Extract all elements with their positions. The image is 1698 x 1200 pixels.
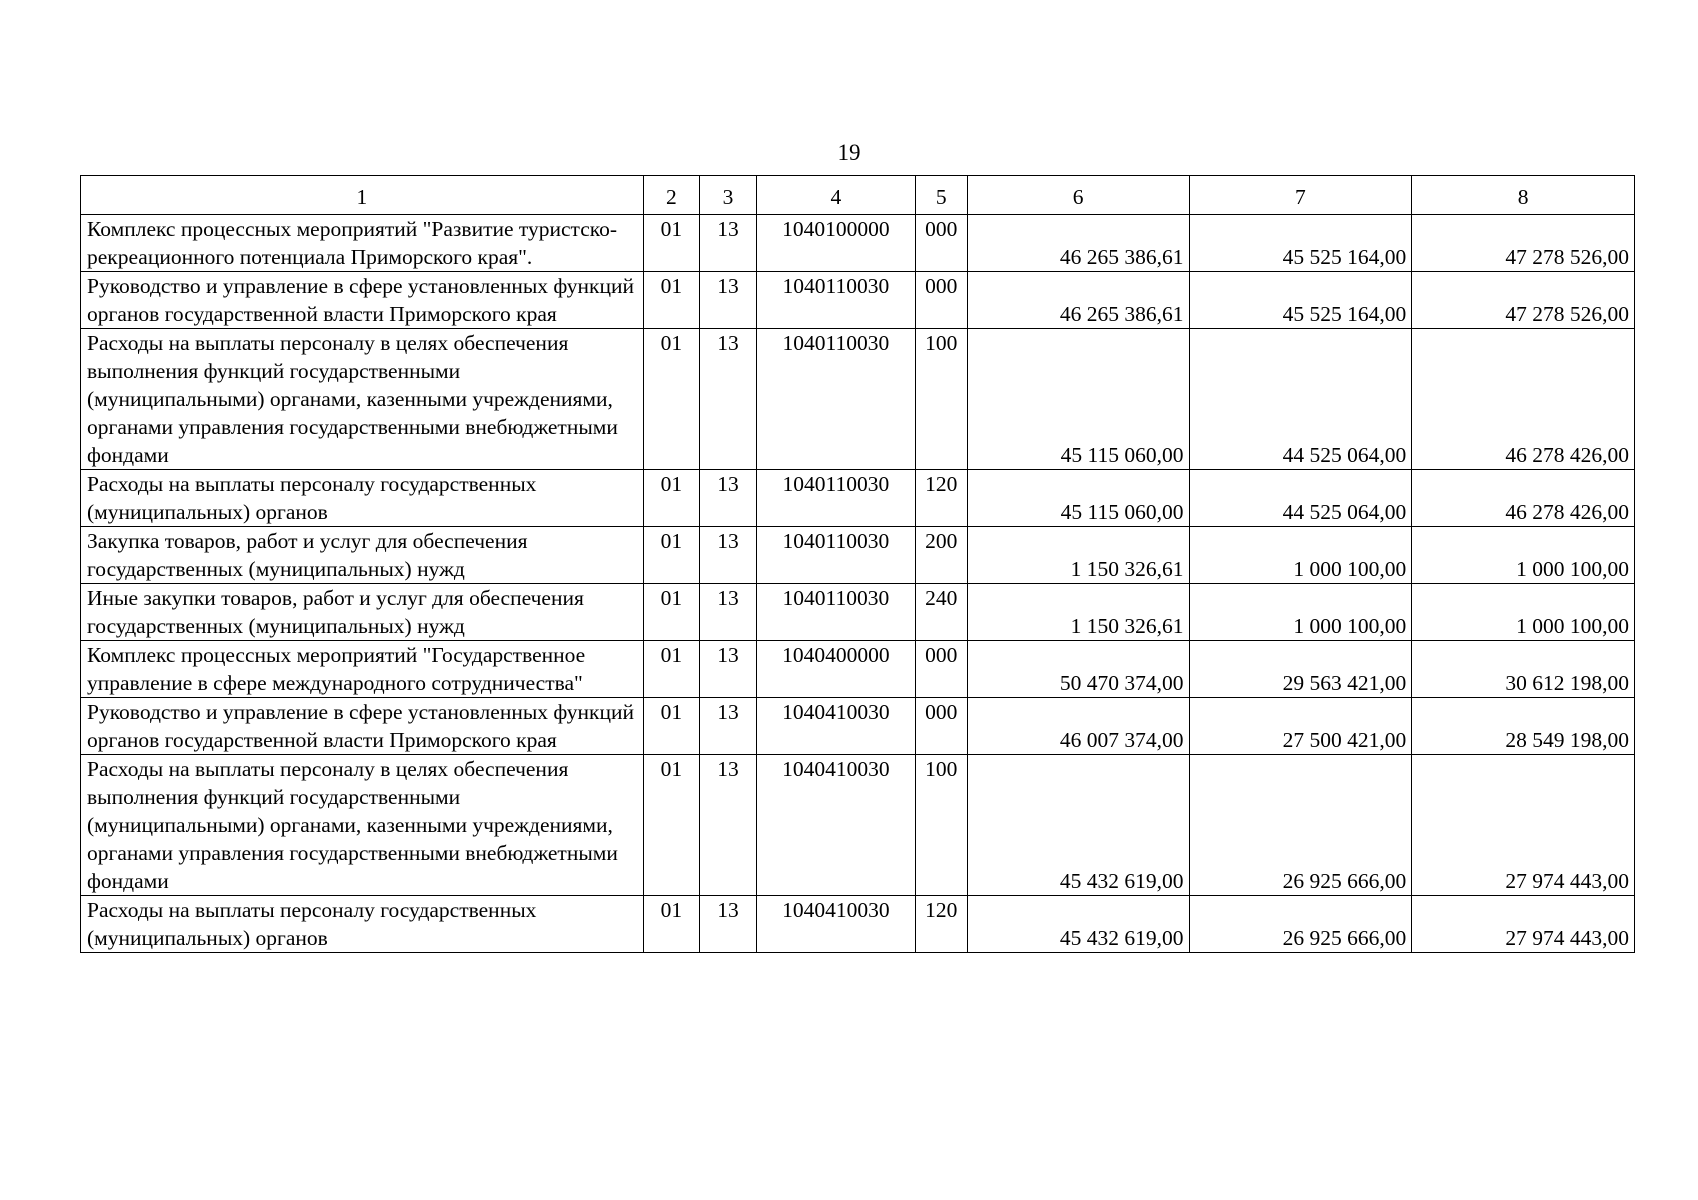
section-code-cell: 01 xyxy=(643,272,699,329)
budget-table xyxy=(80,175,1635,953)
amount-col7-cell: 44 525 064,00 xyxy=(1189,329,1412,470)
row-name-cell: Руководство и управление в сфере установленных функций органов государственной власти Приморского края xyxy=(81,698,644,755)
expense-type-code-cell: 100 xyxy=(915,329,967,470)
section-code-cell: 01 xyxy=(643,641,699,698)
subsection-code-cell: 13 xyxy=(699,896,756,953)
table-row xyxy=(81,698,1635,755)
amount-col6-cell: 46 265 386,61 xyxy=(967,272,1189,329)
column-header: 2 xyxy=(643,176,699,215)
column-header: 8 xyxy=(1412,176,1635,215)
row-name-cell: Расходы на выплаты персоналу государственных (муниципальных) органов xyxy=(81,470,644,527)
amount-col7-cell: 45 525 164,00 xyxy=(1189,272,1412,329)
amount-col8-cell: 27 974 443,00 xyxy=(1412,896,1635,953)
amount-col8-cell: 47 278 526,00 xyxy=(1412,272,1635,329)
amount-col8-cell: 30 612 198,00 xyxy=(1412,641,1635,698)
subsection-code-cell: 13 xyxy=(699,641,756,698)
target-article-code-cell: 1040110030 xyxy=(757,470,916,527)
table-row xyxy=(81,896,1635,953)
table-row xyxy=(81,584,1635,641)
amount-col7-cell: 1 000 100,00 xyxy=(1189,527,1412,584)
target-article-code-cell: 1040110030 xyxy=(757,527,916,584)
subsection-code-cell: 13 xyxy=(699,470,756,527)
subsection-code-cell: 13 xyxy=(699,584,756,641)
expense-type-code-cell: 000 xyxy=(915,641,967,698)
target-article-code-cell: 1040100000 xyxy=(757,215,916,272)
amount-col7-cell: 1 000 100,00 xyxy=(1189,584,1412,641)
section-code-cell: 01 xyxy=(643,329,699,470)
amount-col6-cell: 45 432 619,00 xyxy=(967,896,1189,953)
expense-type-code-cell: 120 xyxy=(915,896,967,953)
column-header: 5 xyxy=(915,176,967,215)
row-name-cell: Закупка товаров, работ и услуг для обеспечения государственных (муниципальных) нужд xyxy=(81,527,644,584)
amount-col6-cell: 1 150 326,61 xyxy=(967,527,1189,584)
amount-col7-cell: 27 500 421,00 xyxy=(1189,698,1412,755)
row-name-cell: Расходы на выплаты персоналу в целях обеспечения выполнения функций государственными (муниципальными) органами, казенными учреждениями, органами управления государственными внебюджетными фондами xyxy=(81,755,644,896)
amount-col8-cell: 1 000 100,00 xyxy=(1412,584,1635,641)
section-code-cell: 01 xyxy=(643,896,699,953)
section-code-cell: 01 xyxy=(643,584,699,641)
target-article-code-cell: 1040110030 xyxy=(757,584,916,641)
amount-col6-cell: 45 432 619,00 xyxy=(967,755,1189,896)
section-code-cell: 01 xyxy=(643,215,699,272)
section-code-cell: 01 xyxy=(643,527,699,584)
expense-type-code-cell: 000 xyxy=(915,215,967,272)
amount-col6-cell: 45 115 060,00 xyxy=(967,470,1189,527)
table-row xyxy=(81,329,1635,470)
amount-col7-cell: 45 525 164,00 xyxy=(1189,215,1412,272)
table-row xyxy=(81,272,1635,329)
expense-type-code-cell: 000 xyxy=(915,698,967,755)
row-name-cell: Расходы на выплаты персоналу в целях обеспечения выполнения функций государственными (муниципальными) органами, казенными учреждениями, органами управления государственными внебюджетными фондами xyxy=(81,329,644,470)
amount-col7-cell: 26 925 666,00 xyxy=(1189,755,1412,896)
amount-col7-cell: 26 925 666,00 xyxy=(1189,896,1412,953)
table-header-row xyxy=(81,176,1635,215)
table-row xyxy=(81,527,1635,584)
amount-col6-cell: 46 265 386,61 xyxy=(967,215,1189,272)
row-name-cell: Расходы на выплаты персоналу государственных (муниципальных) органов xyxy=(81,896,644,953)
amount-col6-cell: 45 115 060,00 xyxy=(967,329,1189,470)
target-article-code-cell: 1040110030 xyxy=(757,329,916,470)
subsection-code-cell: 13 xyxy=(699,755,756,896)
amount-col6-cell: 1 150 326,61 xyxy=(967,584,1189,641)
amount-col8-cell: 27 974 443,00 xyxy=(1412,755,1635,896)
column-header: 6 xyxy=(967,176,1189,215)
column-header: 1 xyxy=(81,176,644,215)
expense-type-code-cell: 100 xyxy=(915,755,967,896)
expense-type-code-cell: 200 xyxy=(915,527,967,584)
table-row xyxy=(81,215,1635,272)
amount-col6-cell: 50 470 374,00 xyxy=(967,641,1189,698)
expense-type-code-cell: 120 xyxy=(915,470,967,527)
subsection-code-cell: 13 xyxy=(699,215,756,272)
amount-col7-cell: 44 525 064,00 xyxy=(1189,470,1412,527)
target-article-code-cell: 1040110030 xyxy=(757,272,916,329)
target-article-code-cell: 1040410030 xyxy=(757,698,916,755)
table-row xyxy=(81,470,1635,527)
amount-col8-cell: 46 278 426,00 xyxy=(1412,329,1635,470)
row-name-cell: Иные закупки товаров, работ и услуг для обеспечения государственных (муниципальных) нужд xyxy=(81,584,644,641)
column-header: 4 xyxy=(757,176,916,215)
target-article-code-cell: 1040410030 xyxy=(757,896,916,953)
page-number: 19 xyxy=(837,140,861,165)
column-header: 3 xyxy=(699,176,756,215)
row-name-cell: Комплекс процессных мероприятий "Государственное управление в сфере международного сотрудничества" xyxy=(81,641,644,698)
amount-col8-cell: 1 000 100,00 xyxy=(1412,527,1635,584)
expense-type-code-cell: 000 xyxy=(915,272,967,329)
table-row xyxy=(81,755,1635,896)
subsection-code-cell: 13 xyxy=(699,329,756,470)
column-header: 7 xyxy=(1189,176,1412,215)
amount-col8-cell: 28 549 198,00 xyxy=(1412,698,1635,755)
target-article-code-cell: 1040410030 xyxy=(757,755,916,896)
row-name-cell: Руководство и управление в сфере установленных функций органов государственной власти Приморского края xyxy=(81,272,644,329)
row-name-cell: Комплекс процессных мероприятий "Развитие туристско-рекреационного потенциала Приморского края". xyxy=(81,215,644,272)
section-code-cell: 01 xyxy=(643,755,699,896)
subsection-code-cell: 13 xyxy=(699,527,756,584)
subsection-code-cell: 13 xyxy=(699,272,756,329)
expense-type-code-cell: 240 xyxy=(915,584,967,641)
table-body xyxy=(81,215,1635,953)
amount-col8-cell: 47 278 526,00 xyxy=(1412,215,1635,272)
subsection-code-cell: 13 xyxy=(699,698,756,755)
target-article-code-cell: 1040400000 xyxy=(757,641,916,698)
amount-col7-cell: 29 563 421,00 xyxy=(1189,641,1412,698)
section-code-cell: 01 xyxy=(643,470,699,527)
amount-col8-cell: 46 278 426,00 xyxy=(1412,470,1635,527)
amount-col6-cell: 46 007 374,00 xyxy=(967,698,1189,755)
table-row xyxy=(81,641,1635,698)
section-code-cell: 01 xyxy=(643,698,699,755)
